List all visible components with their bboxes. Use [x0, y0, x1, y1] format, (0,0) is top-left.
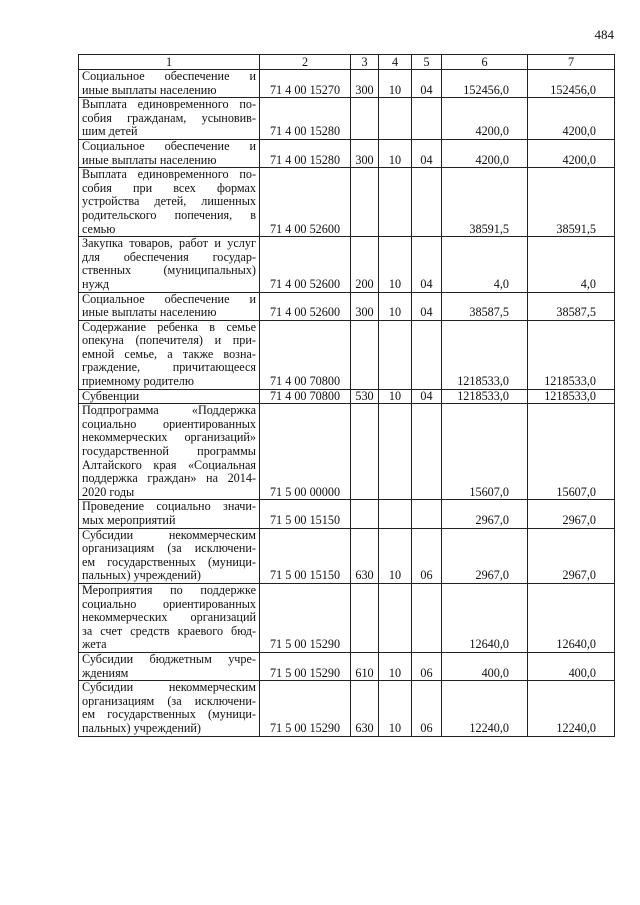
- item-name-line: иные выплаты населению: [82, 305, 217, 320]
- section-cell: 10: [379, 652, 412, 680]
- subsection-cell: [412, 404, 442, 500]
- item-name-line: собия при всех формах: [82, 180, 256, 195]
- subsection-cell: 04: [412, 139, 442, 167]
- section-cell: 10: [379, 237, 412, 292]
- section-cell: 10: [379, 389, 412, 404]
- item-name-line: Социальное обеспечение и: [82, 69, 256, 83]
- table-row: [79, 583, 615, 652]
- item-name-line: опекуна (попечителя) и при-: [82, 333, 256, 348]
- item-name-cell: [79, 98, 260, 140]
- amount-cell: 15607,0: [442, 404, 528, 500]
- item-name-line: Мероприятия по поддержке: [82, 582, 256, 597]
- column-header: 6: [442, 55, 528, 70]
- item-name-cell: [79, 168, 260, 237]
- section-cell: 10: [379, 528, 412, 583]
- item-name-line: Проведение социально значи-: [82, 499, 256, 514]
- item-name-line: иные выплаты населению: [82, 152, 217, 167]
- subsection-cell: 06: [412, 652, 442, 680]
- column-header: 7: [528, 55, 615, 70]
- table-row: [79, 652, 615, 680]
- item-name-line: жета: [82, 637, 107, 652]
- target-code-cell: 71 4 00 15280: [260, 98, 351, 140]
- item-name-line: социально ориентированных: [82, 416, 256, 431]
- amount-cell: 4200,0: [442, 98, 528, 140]
- amount-cell: 1218533,0: [442, 389, 528, 404]
- table-row: [79, 237, 615, 292]
- item-name-line: Социальное обеспечение и: [82, 138, 256, 153]
- target-code-cell: 71 5 00 15150: [260, 500, 351, 528]
- amount-cell: 4200,0: [442, 139, 528, 167]
- section-cell: [379, 98, 412, 140]
- amount-cell: 12640,0: [528, 583, 615, 652]
- expense-type-cell: 630: [351, 528, 379, 583]
- item-name-line: Субсидии бюджетным учре-: [82, 651, 256, 666]
- item-name-line: семью: [82, 221, 116, 236]
- amount-cell: 15607,0: [528, 404, 615, 500]
- item-name-line: Подпрограмма «Поддержка: [82, 403, 256, 418]
- item-name-cell: [79, 528, 260, 583]
- amount-cell: 4,0: [442, 237, 528, 292]
- column-header: 3: [351, 55, 379, 70]
- amount-cell: 38591,5: [442, 168, 528, 237]
- table-row: [79, 500, 615, 528]
- item-name-line: Алтайского края «Социальная: [82, 457, 256, 472]
- amount-cell: 1218533,0: [528, 320, 615, 389]
- header-row: [79, 55, 615, 70]
- subsection-cell: 06: [412, 528, 442, 583]
- item-name-line: Субсидии некоммерческим: [82, 527, 256, 542]
- item-name-cell: [79, 404, 260, 500]
- amount-cell: 12240,0: [528, 681, 615, 736]
- target-code-cell: 71 5 00 15290: [260, 681, 351, 736]
- subsection-cell: [412, 500, 442, 528]
- amount-cell: 2967,0: [528, 500, 615, 528]
- item-name-line: организациям (за исключени-: [82, 693, 256, 708]
- expense-type-cell: 300: [351, 139, 379, 167]
- amount-cell: 38587,5: [442, 292, 528, 320]
- section-cell: [379, 500, 412, 528]
- item-name-line: иные выплаты населению: [82, 82, 217, 97]
- amount-cell: 2967,0: [528, 528, 615, 583]
- subsection-cell: [412, 583, 442, 652]
- expense-type-cell: [351, 500, 379, 528]
- item-name-line: ем государственных (муници-: [82, 554, 256, 569]
- item-name-line: Субсидии некоммерческим: [82, 680, 256, 695]
- amount-cell: 2967,0: [442, 500, 528, 528]
- amount-cell: 1218533,0: [528, 389, 615, 404]
- section-cell: [379, 583, 412, 652]
- expense-type-cell: 630: [351, 681, 379, 736]
- amount-cell: 400,0: [528, 652, 615, 680]
- item-name-line: Субвенции: [82, 388, 140, 403]
- item-name-line: Социальное обеспечение и: [82, 291, 256, 306]
- expense-type-cell: 300: [351, 70, 379, 98]
- expense-type-cell: 610: [351, 652, 379, 680]
- table-row: [79, 528, 615, 583]
- target-code-cell: 71 4 00 52600: [260, 292, 351, 320]
- subsection-cell: 06: [412, 681, 442, 736]
- amount-cell: 1218533,0: [442, 320, 528, 389]
- budget-table: [78, 54, 615, 737]
- expense-type-cell: 300: [351, 292, 379, 320]
- column-header: 1: [79, 55, 260, 70]
- amount-cell: 38591,5: [528, 168, 615, 237]
- column-header: 5: [412, 55, 442, 70]
- target-code-cell: 71 5 00 15150: [260, 528, 351, 583]
- item-name-line: Содержание ребенка в семье: [82, 319, 256, 334]
- section-cell: 10: [379, 139, 412, 167]
- subsection-cell: 04: [412, 292, 442, 320]
- subsection-cell: 04: [412, 389, 442, 404]
- item-name-cell: [79, 652, 260, 680]
- table-row: [79, 139, 615, 167]
- section-cell: [379, 320, 412, 389]
- expense-type-cell: [351, 404, 379, 500]
- table-row: [79, 70, 615, 98]
- item-name-line: государственной программы: [82, 444, 256, 459]
- table-row: [79, 389, 615, 404]
- item-name-line: приемному родителю: [82, 374, 194, 389]
- table-row: [79, 168, 615, 237]
- subsection-cell: [412, 320, 442, 389]
- item-name-cell: [79, 583, 260, 652]
- item-name-line: граждение, причитающееся: [82, 360, 256, 375]
- amount-cell: 4200,0: [528, 98, 615, 140]
- target-code-cell: 71 4 00 70800: [260, 320, 351, 389]
- table-row: [79, 681, 615, 736]
- section-cell: [379, 404, 412, 500]
- item-name-line: 2020 годы: [82, 484, 135, 499]
- item-name-cell: [79, 237, 260, 292]
- section-cell: 10: [379, 70, 412, 98]
- target-code-cell: 71 4 00 15280: [260, 139, 351, 167]
- item-name-cell: [79, 320, 260, 389]
- amount-cell: 152456,0: [442, 70, 528, 98]
- target-code-cell: 71 5 00 00000: [260, 404, 351, 500]
- item-name-line: ем государственных (муници-: [82, 707, 256, 722]
- expense-type-cell: 200: [351, 237, 379, 292]
- item-name-line: социально ориентированных: [82, 596, 256, 611]
- item-name-line: устройства детей, лишенных: [82, 194, 256, 209]
- item-name-cell: [79, 292, 260, 320]
- target-code-cell: 71 4 00 15270: [260, 70, 351, 98]
- item-name-line: некоммерческих организаций»: [82, 430, 256, 445]
- section-cell: 10: [379, 292, 412, 320]
- amount-cell: 152456,0: [528, 70, 615, 98]
- target-code-cell: 71 4 00 70800: [260, 389, 351, 404]
- target-code-cell: 71 4 00 52600: [260, 237, 351, 292]
- item-name-line: Закупка товаров, работ и услуг: [82, 236, 256, 251]
- item-name-line: за счет средств краевого бюд-: [82, 623, 256, 638]
- amount-cell: 38587,5: [528, 292, 615, 320]
- subsection-cell: [412, 98, 442, 140]
- item-name-line: Выплата единовременного по-: [82, 167, 256, 182]
- item-name-cell: [79, 70, 260, 98]
- amount-cell: 400,0: [442, 652, 528, 680]
- item-name-line: Выплата единовременного по-: [82, 97, 256, 112]
- amount-cell: 4200,0: [528, 139, 615, 167]
- target-code-cell: 71 5 00 15290: [260, 652, 351, 680]
- expense-type-cell: [351, 320, 379, 389]
- amount-cell: 2967,0: [442, 528, 528, 583]
- item-name-line: пальных) учреждений): [82, 568, 201, 583]
- table-row: [79, 292, 615, 320]
- item-name-line: емной семье, а также возна-: [82, 346, 256, 361]
- item-name-line: пальных) учреждений): [82, 720, 201, 735]
- table-row: [79, 404, 615, 500]
- subsection-cell: 04: [412, 237, 442, 292]
- subsection-cell: [412, 168, 442, 237]
- target-code-cell: 71 4 00 52600: [260, 168, 351, 237]
- item-name-line: родительского попечения, в: [82, 207, 256, 222]
- item-name-line: ственных (муниципальных): [82, 263, 256, 278]
- item-name-line: нужд: [82, 276, 110, 291]
- item-name-cell: [79, 681, 260, 736]
- item-name-cell: [79, 500, 260, 528]
- expense-type-cell: 530: [351, 389, 379, 404]
- item-name-line: поддержка граждан» на 2014-: [82, 471, 256, 486]
- amount-cell: 12640,0: [442, 583, 528, 652]
- column-header: 4: [379, 55, 412, 70]
- item-name-line: ждениям: [82, 665, 129, 680]
- subsection-cell: 04: [412, 70, 442, 98]
- item-name-line: собия гражданам, усыновив-: [82, 110, 256, 125]
- amount-cell: 4,0: [528, 237, 615, 292]
- expense-type-cell: [351, 168, 379, 237]
- item-name-cell: [79, 389, 260, 404]
- expense-type-cell: [351, 583, 379, 652]
- column-header: 2: [260, 55, 351, 70]
- target-code-cell: 71 5 00 15290: [260, 583, 351, 652]
- item-name-line: мых мероприятий: [82, 513, 176, 527]
- page-number: 484: [594, 27, 614, 42]
- item-name-line: шим детей: [82, 124, 138, 139]
- item-name-line: некоммерческих организаций: [82, 610, 256, 625]
- table-row: [79, 320, 615, 389]
- item-name-cell: [79, 139, 260, 167]
- table-row: [79, 98, 615, 140]
- item-name-line: для обеспечения государ-: [82, 249, 256, 264]
- amount-cell: 12240,0: [442, 681, 528, 736]
- item-name-line: организациям (за исключени-: [82, 541, 256, 556]
- section-cell: 10: [379, 681, 412, 736]
- expense-type-cell: [351, 98, 379, 140]
- section-cell: [379, 168, 412, 237]
